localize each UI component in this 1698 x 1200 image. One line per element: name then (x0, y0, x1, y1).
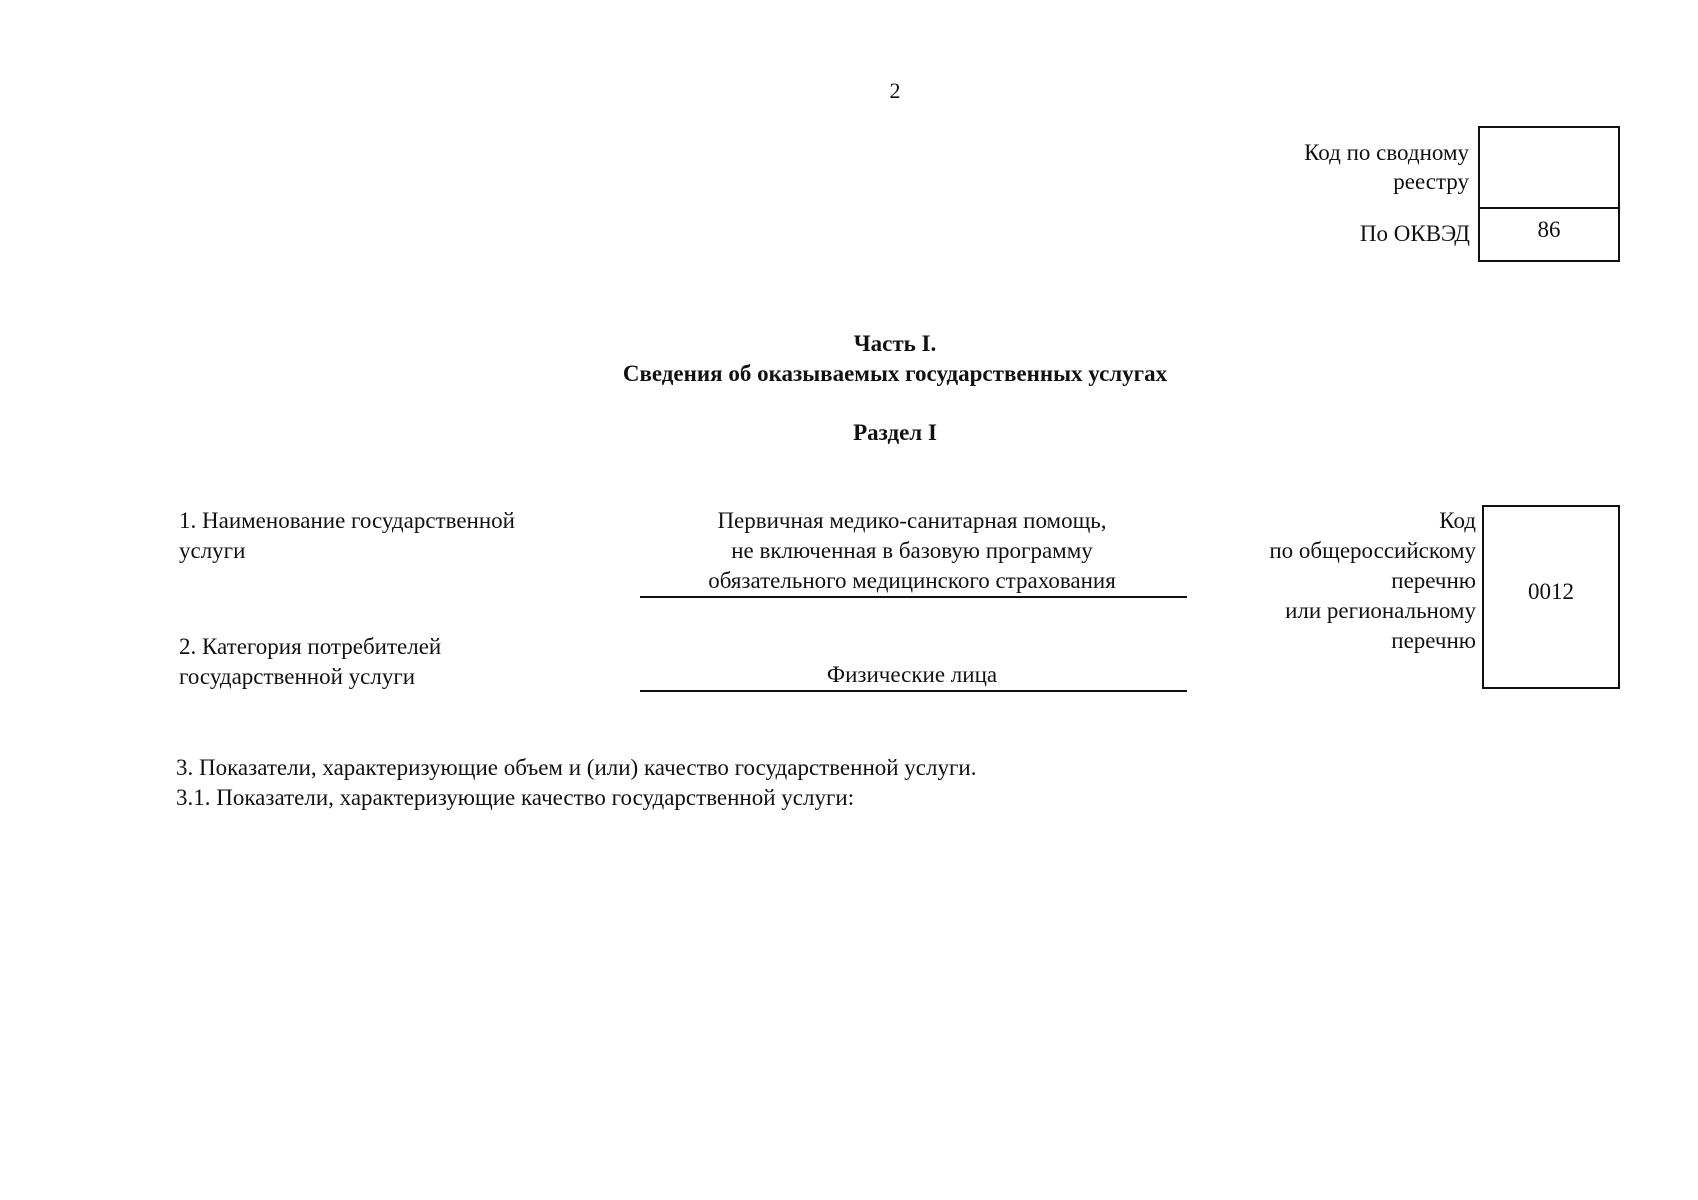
service-name-label (179, 506, 515, 566)
indicators-item-3: 3. Показатели, характеризующие объем и (или) качество государственной услуги. (176, 755, 977, 780)
consumers-label (179, 632, 441, 692)
part-heading: Часть I. (853, 331, 937, 356)
page-number: 2 (889, 78, 901, 103)
registry-codes-table (1478, 126, 1620, 262)
okved-label: По ОКВЭД (1359, 221, 1470, 246)
list-code-label-line: по общероссийскому (1269, 538, 1476, 563)
list-code-label-line: или региональному (1285, 598, 1476, 623)
registry-code-label (1269, 138, 1469, 196)
service-name-label-line2: услуги (179, 538, 246, 563)
service-name-value-line: не включенная в базовую программу (731, 538, 1093, 563)
section-heading: Раздел I (853, 420, 937, 445)
list-code-label-line: перечню (1391, 628, 1476, 653)
registry-code-label-text: Код по сводному реестру (1304, 140, 1469, 194)
list-code-value: 0012 (1528, 579, 1574, 604)
consumers-value: Физические лица (826, 662, 998, 687)
service-name-label-line1: 1. Наименование государственной (179, 508, 515, 533)
service-name-value (638, 506, 1186, 596)
list-code-box (1482, 505, 1620, 689)
list-code-label-line: Код (1439, 508, 1476, 533)
indicators-item-3-1: 3.1. Показатели, характеризующие качество государственной услуги: (176, 785, 855, 810)
okved-code-cell (1480, 205, 1618, 260)
service-name-underline (640, 596, 1187, 598)
service-name-value-line: Первичная медико-санитарная помощь, (717, 508, 1107, 533)
list-code-label-line: перечню (1391, 568, 1476, 593)
consumers-underline (640, 690, 1187, 692)
service-name-value-line: обязательного медицинского страхования (708, 568, 1116, 593)
registry-code-cell (1480, 128, 1618, 209)
consumers-label-line1: 2. Категория потребителей (179, 634, 442, 659)
okved-code-value: 86 (1537, 216, 1561, 242)
consumers-label-line2: государственной услуги (179, 664, 416, 689)
list-code-label (1269, 506, 1476, 656)
part-title: Сведения об оказываемых государственных услугах (622, 361, 1168, 386)
